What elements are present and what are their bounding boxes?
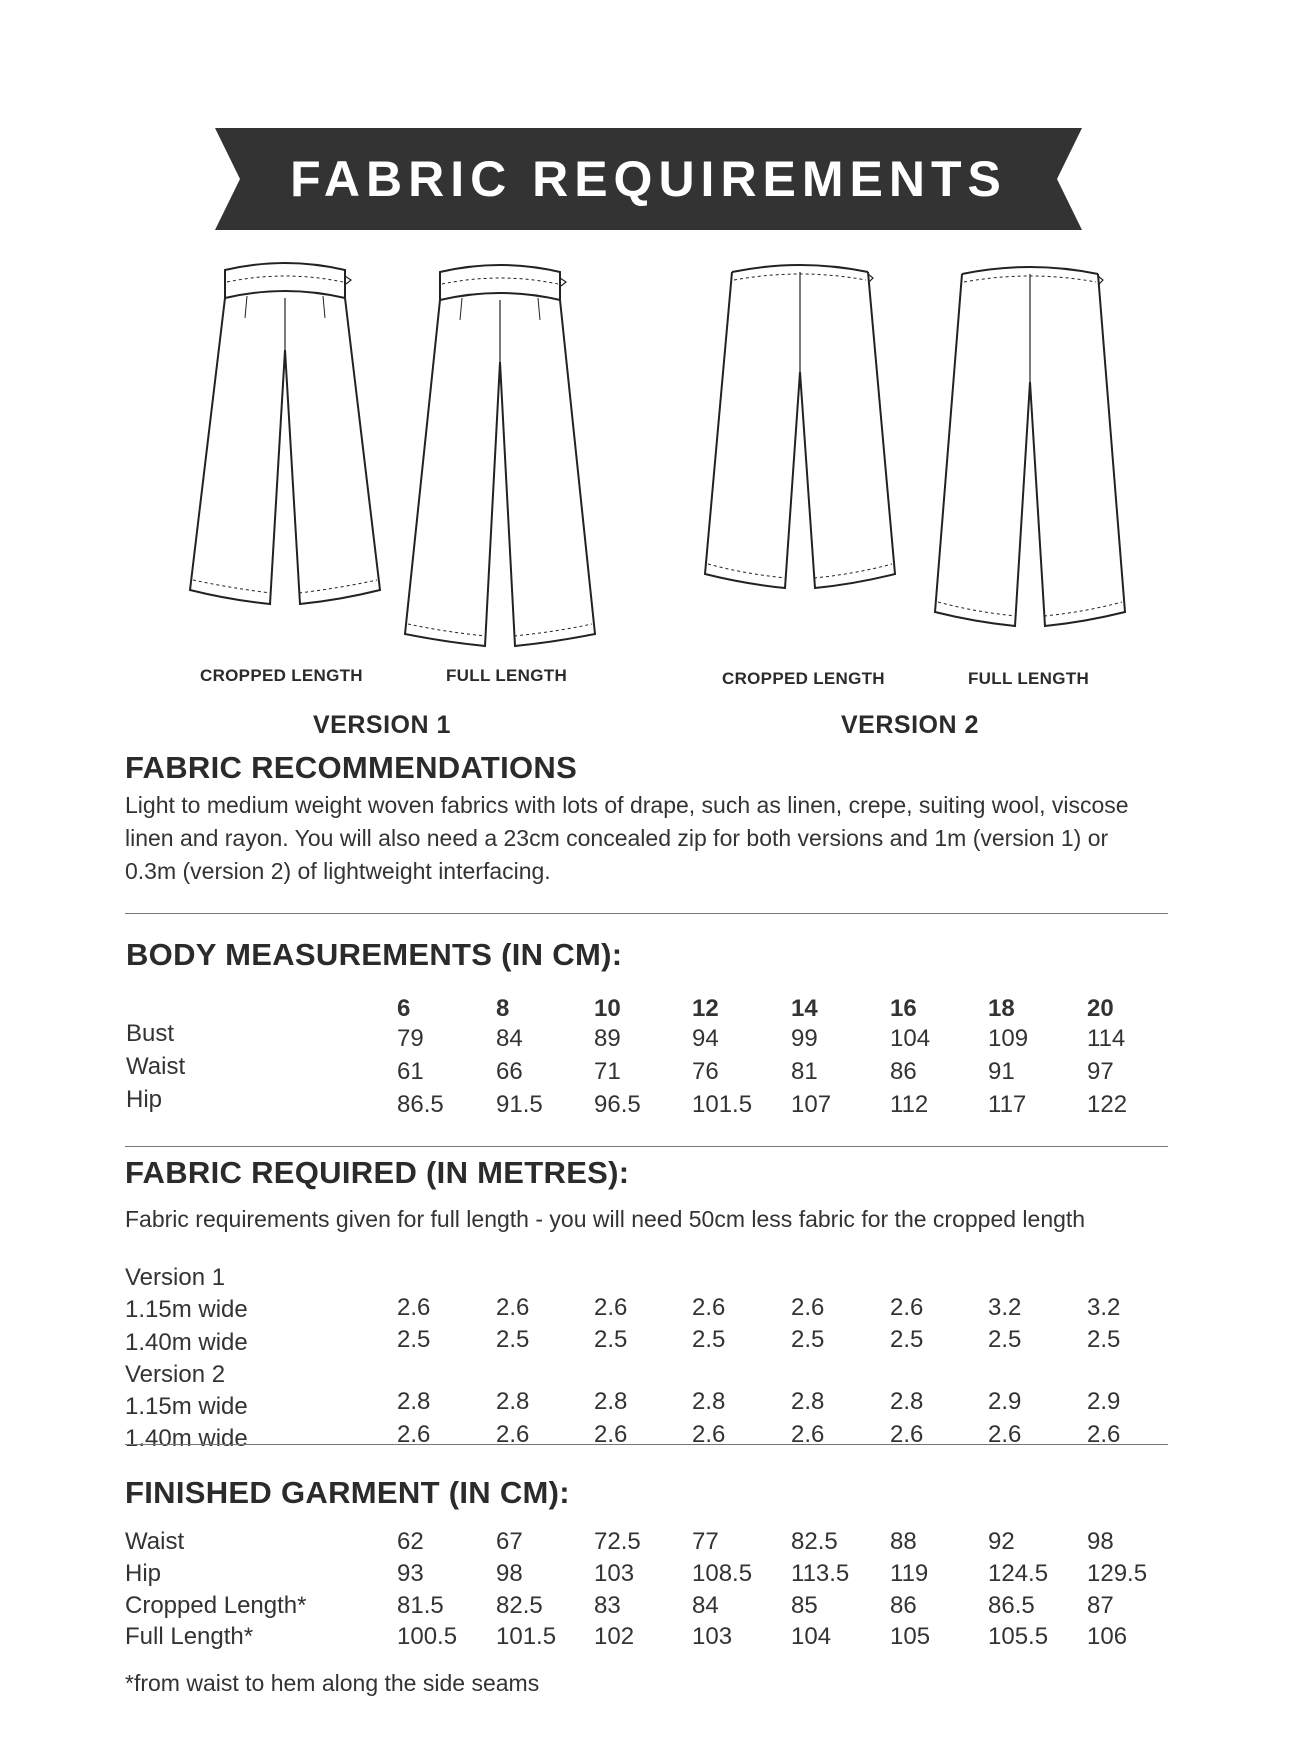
finished-cell: 124.5 — [988, 1560, 1049, 1587]
finished-cell: 119 — [890, 1560, 929, 1587]
fabric-required-note: Fabric requirements given for full length - you will need 50cm less fabric for the cropped length — [125, 1206, 1086, 1232]
body-cell: 61 — [397, 1058, 424, 1085]
finished-cell: 67 — [496, 1528, 523, 1555]
body-cell: 81 — [791, 1058, 818, 1085]
garment-v2-cropped-illustration — [700, 262, 900, 597]
garment-label-v2-full: FULL LENGTH — [968, 669, 1090, 688]
finished-cell: 106 — [1087, 1623, 1128, 1650]
fabric-cell: 2.6 — [1087, 1421, 1121, 1448]
fabric-cell: 2.5 — [594, 1326, 628, 1353]
fabric-cell: 2.6 — [397, 1421, 431, 1448]
body-row-label: Hip — [126, 1086, 163, 1113]
size-header: 12 — [692, 995, 719, 1022]
finished-cell: 72.5 — [594, 1528, 641, 1555]
finished-row-label: Waist — [125, 1528, 185, 1555]
fabric-cell: 2.5 — [397, 1326, 431, 1353]
finished-cell: 88 — [890, 1528, 917, 1555]
fabric-cell: 2.6 — [791, 1421, 825, 1448]
finished-cell: 113.5 — [791, 1560, 850, 1587]
body-cell: 101.5 — [692, 1091, 753, 1118]
body-cell: 109 — [988, 1025, 1029, 1052]
finished-cell: 62 — [397, 1528, 424, 1555]
garment-label-v1-cropped: CROPPED LENGTH — [200, 666, 363, 685]
finished-cell: 108.5 — [692, 1560, 753, 1587]
finished-cell: 100.5 — [397, 1623, 458, 1650]
body-cell: 122 — [1087, 1091, 1128, 1118]
finished-garment-footnote: *from waist to hem along the side seams — [125, 1670, 540, 1696]
finished-cell: 86.5 — [988, 1592, 1035, 1619]
finished-row-label: Full Length* — [125, 1623, 254, 1650]
fabric-cell: 2.6 — [594, 1421, 628, 1448]
finished-cell: 104 — [791, 1623, 832, 1650]
recommendations-line-3: 0.3m (version 2) of lightweight interfacing. — [125, 858, 551, 884]
fabric-cell: 2.6 — [692, 1421, 726, 1448]
body-measurements-heading: BODY MEASUREMENTS (IN CM): — [126, 937, 623, 972]
version-1-label: VERSION 1 — [313, 711, 451, 739]
body-row-label: Waist — [126, 1053, 186, 1080]
body-cell: 94 — [692, 1025, 719, 1052]
fabric-cell: 2.6 — [890, 1294, 924, 1321]
finished-cell: 129.5 — [1087, 1560, 1148, 1587]
body-cell: 97 — [1087, 1058, 1114, 1085]
size-header: 16 — [890, 995, 917, 1022]
fabric-cell: 2.5 — [890, 1326, 924, 1353]
fabric-cell: 2.9 — [988, 1388, 1022, 1415]
body-cell: 112 — [890, 1091, 929, 1118]
finished-cell: 98 — [1087, 1528, 1114, 1555]
body-cell: 66 — [496, 1058, 523, 1085]
finished-row-label: Cropped Length* — [125, 1592, 307, 1619]
recommendations-line-2: linen and rayon. You will also need a 23cm concealed zip for both versions and 1m (version 1) or — [125, 825, 1109, 851]
body-cell: 114 — [1087, 1025, 1126, 1052]
fabric-cell: 2.5 — [496, 1326, 530, 1353]
divider-1 — [125, 913, 1168, 914]
body-cell: 86.5 — [397, 1091, 444, 1118]
body-cell: 117 — [988, 1091, 1027, 1118]
finished-garment-heading: FINISHED GARMENT (IN CM): — [125, 1475, 570, 1510]
fabric-cell: 2.8 — [397, 1388, 431, 1415]
finished-cell: 85 — [791, 1592, 818, 1619]
fabric-cell: 2.6 — [988, 1421, 1022, 1448]
fabric-cell: 3.2 — [988, 1294, 1022, 1321]
finished-cell: 83 — [594, 1592, 621, 1619]
divider-2 — [125, 1146, 1168, 1147]
divider-3 — [125, 1444, 1168, 1445]
finished-cell: 92 — [988, 1528, 1015, 1555]
body-cell: 91 — [988, 1058, 1015, 1085]
finished-cell: 87 — [1087, 1592, 1114, 1619]
fabric-cell: 2.8 — [496, 1388, 530, 1415]
body-cell: 99 — [791, 1025, 818, 1052]
size-header: 8 — [496, 995, 510, 1022]
finished-cell: 84 — [692, 1592, 719, 1619]
fabric-cell: 2.8 — [791, 1388, 825, 1415]
finished-row-label: Hip — [125, 1560, 162, 1587]
fabric-row-label: 1.40m wide — [125, 1425, 248, 1452]
finished-cell: 82.5 — [791, 1528, 838, 1555]
fabric-row-label: 1.15m wide — [125, 1393, 248, 1420]
fabric-cell: 2.5 — [791, 1326, 825, 1353]
body-cell: 107 — [791, 1091, 832, 1118]
fabric-cell: 2.6 — [890, 1421, 924, 1448]
finished-cell: 81.5 — [397, 1592, 444, 1619]
fabric-row-label: 1.15m wide — [125, 1296, 248, 1323]
body-cell: 86 — [890, 1058, 917, 1085]
fabric-cell: 2.6 — [791, 1294, 825, 1321]
finished-cell: 77 — [692, 1528, 719, 1555]
fabric-cell: 2.9 — [1087, 1388, 1121, 1415]
garment-label-v2-cropped: CROPPED LENGTH — [722, 669, 885, 688]
size-header: 14 — [791, 995, 818, 1022]
body-cell: 79 — [397, 1025, 424, 1052]
garment-v1-full-illustration — [400, 262, 600, 652]
fabric-cell: 2.5 — [692, 1326, 726, 1353]
finished-cell: 103 — [594, 1560, 635, 1587]
recommendations-line-1: Light to medium weight woven fabrics with lots of drape, such as linen, crepe, suiting wool, viscose — [125, 792, 1129, 818]
finished-cell: 102 — [594, 1623, 635, 1650]
size-header: 10 — [594, 995, 621, 1022]
fabric-cell: 2.5 — [1087, 1326, 1121, 1353]
finished-cell: 82.5 — [496, 1592, 543, 1619]
fabric-cell: 2.6 — [692, 1294, 726, 1321]
fabric-cell: 2.8 — [594, 1388, 628, 1415]
size-header: 6 — [397, 995, 411, 1022]
body-cell: 91.5 — [496, 1091, 543, 1118]
fabric-cell: 2.6 — [397, 1294, 431, 1321]
fabric-row-label: 1.40m wide — [125, 1329, 248, 1356]
finished-cell: 105.5 — [988, 1623, 1049, 1650]
fabric-cell: 2.6 — [594, 1294, 628, 1321]
body-cell: 76 — [692, 1058, 719, 1085]
version-2-label: VERSION 2 — [841, 711, 979, 739]
body-row-label: Bust — [126, 1020, 175, 1047]
finished-cell: 86 — [890, 1592, 917, 1619]
fabric-group-label: Version 1 — [125, 1264, 226, 1291]
fabric-required-heading: FABRIC REQUIRED (IN METRES): — [125, 1155, 630, 1190]
finished-cell: 105 — [890, 1623, 931, 1650]
garment-v1-cropped-illustration — [185, 262, 385, 632]
finished-cell: 103 — [692, 1623, 733, 1650]
page-title: FABRIC REQUIREMENTS — [290, 151, 1007, 207]
finished-cell: 98 — [496, 1560, 523, 1587]
body-cell: 96.5 — [594, 1091, 641, 1118]
body-cell: 84 — [496, 1025, 523, 1052]
fabric-cell: 2.6 — [496, 1294, 530, 1321]
fabric-cell: 3.2 — [1087, 1294, 1121, 1321]
size-header: 20 — [1087, 995, 1114, 1022]
body-cell: 89 — [594, 1025, 621, 1052]
body-cell: 71 — [594, 1058, 621, 1085]
finished-cell: 93 — [397, 1560, 424, 1587]
fabric-cell: 2.8 — [692, 1388, 726, 1415]
size-header: 18 — [988, 995, 1015, 1022]
fabric-cell: 2.8 — [890, 1388, 924, 1415]
fabric-cell: 2.5 — [988, 1326, 1022, 1353]
finished-cell: 101.5 — [496, 1623, 557, 1650]
fabric-group-label: Version 2 — [125, 1361, 226, 1388]
recommendations-heading: FABRIC RECOMMENDATIONS — [125, 750, 578, 785]
fabric-cell: 2.6 — [496, 1421, 530, 1448]
garment-v2-full-illustration — [930, 262, 1130, 632]
body-cell: 104 — [890, 1025, 931, 1052]
garment-label-v1-full: FULL LENGTH — [446, 666, 568, 685]
